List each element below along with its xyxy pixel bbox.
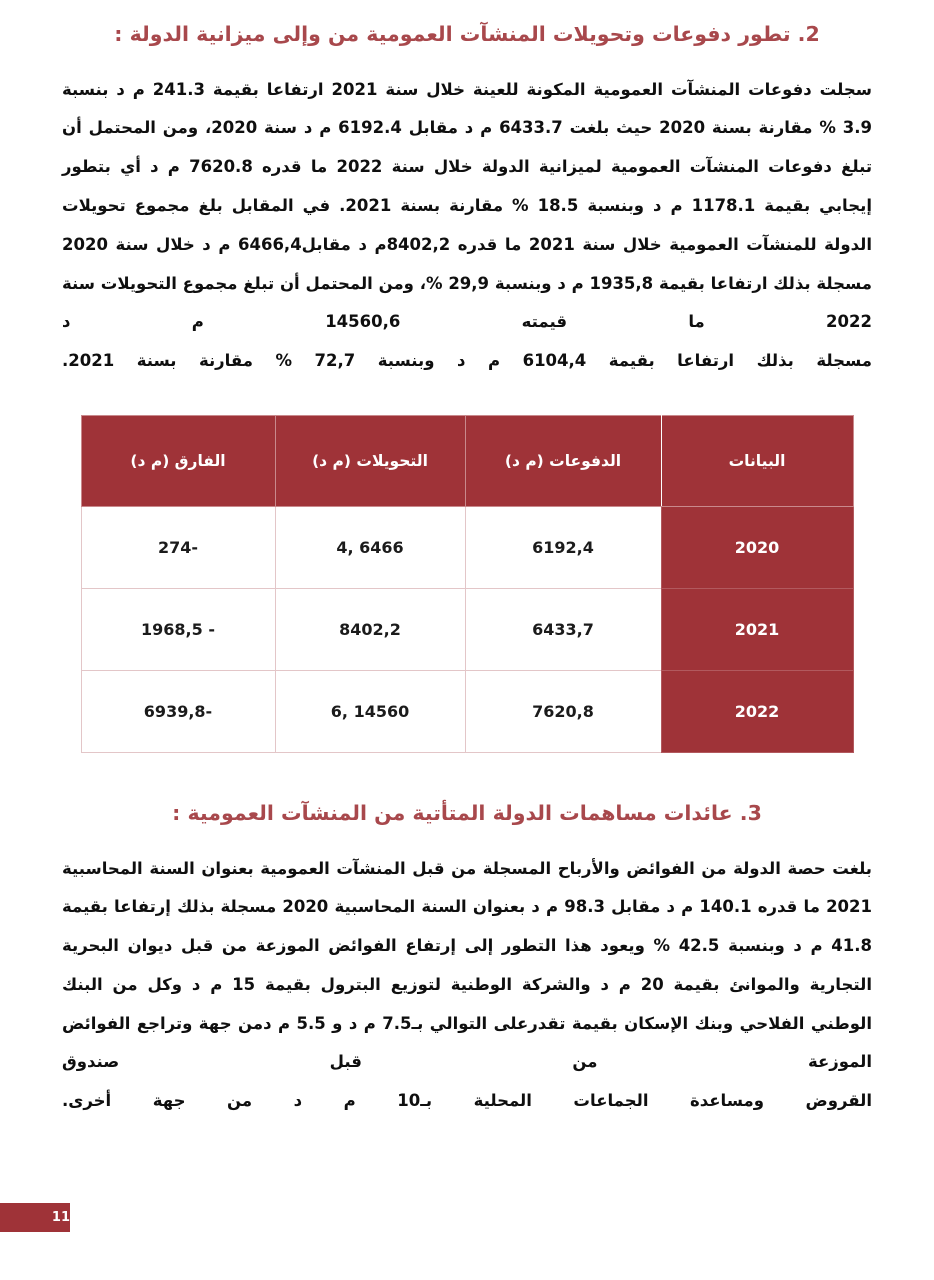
paragraph-line: مسجلة بذلك ارتفاعا بقيمة 6104,4 م د وبنسبة 72,7 % مقارنة بسنة 2021. (62, 351, 873, 371)
paragraph-line: سجلت دفوعات المنشآت العمومية المكونة للعينة خلال سنة 2021 ارتفاعا بقيمة 241.3 م د بنسبة (62, 79, 872, 99)
table-header-cell-payments: الدفوعات (م د) (465, 415, 661, 506)
table-cell-year: 2022 (661, 670, 853, 752)
table-head (81, 415, 853, 506)
table-cell-difference: - 1968,5 (81, 588, 275, 670)
table-row (81, 588, 853, 670)
paragraph-line: بقيمة 41.8 م د وبنسبة 42.5 % ويعود هذا التطور إلى إرتفاع الفوائض الموزعة من قبل ديوان البحرية (62, 897, 872, 956)
paragraph-line: 3.9 % مقارنة بسنة 2020 حيث بلغت 6433.7 م د مقابل 6192.4 م د سنة 2020، ومن المحتمل أن تبلغ (62, 118, 873, 177)
paragraph-line: 1935,8 م د وبنسبة 29,9 %، ومن المحتمل أن تبلغ مجموع التحويلات سنة 2022 ما قيمته 14560,6 م د (62, 273, 872, 332)
table-header-cell-transfers: التحويلات (م د) (275, 415, 465, 506)
paragraph-line: التجارية والموانئ بقيمة 20 م د والشركة الوطنية لتوزيع البترول بقيمة 15 م د وكل من البنك الوطني الفلاحي (62, 974, 872, 1033)
section-2-heading: 2. تطور دفوعات وتحويلات المنشآت العمومية من وإلى ميزانية الدولة : (114, 22, 820, 46)
table-cell-transfers: 6466 ,4 (275, 506, 465, 588)
table-cell-payments: 6433,7 (465, 588, 661, 670)
paragraph-line: خلال سنة 2021 ما قدره 8402,2م د مقابل6466,4 م د خلال سنة 2020 مسجلة بذلك ارتفاعا بقيمة (62, 234, 873, 293)
table-row (81, 670, 853, 752)
data-table-wrap (62, 415, 872, 753)
section-3-heading: 3. عائدات مساهمات الدولة المتأتية من المنشآت العمومية : (172, 800, 762, 825)
paragraph-line: القروض ومساعدة الجماعات المحلية بـ10 م د من جهة أخرى. (62, 1091, 872, 1111)
section-3-paragraph (62, 850, 872, 1121)
table-cell-transfers: 14560 ,6 (275, 670, 465, 752)
paragraph-line: 1178.1 م د وبنسبة 18.5 % مقارنة بسنة 2021. في المقابل بلغ مجموع تحويلات الدولة للمنشآت العمومية (62, 195, 872, 254)
paragraph-line: بلغت حصة الدولة من الفوائض والأرباح المسجلة من قبل المنشآت العمومية بعنوان السنة (149, 858, 872, 878)
section-3-heading-wrap (62, 799, 872, 828)
table-header-cell-difference: الفارق (م د) (81, 415, 275, 506)
page-number-badge: 11 (0, 1203, 70, 1232)
table-body (81, 506, 853, 752)
paragraph-line: وبنك الإسكان بقيمة تقدرعلى التوالي بـ7.5 م د و 5.5 م دمن جهة وتراجع الفوائض الموزعة من قبل صندوق (62, 1013, 872, 1072)
table-cell-year: 2021 (661, 588, 853, 670)
section-2-heading-wrap (62, 20, 872, 49)
paragraph-line: المحاسبية 2021 ما قدره 140.1 م د مقابل 98.3 م د بعنوان السنة المحاسبية 2020 مسجلة بذلك إرتفاعا (62, 858, 873, 917)
table-row (81, 506, 853, 588)
paragraph-line: دفوعات المنشآت العمومية لميزانية الدولة خلال سنة 2022 ما قدره 7620.8 م د أي بتطور إيجابي بقيمة (62, 157, 872, 215)
table-header-cell-data: البيانات (661, 415, 853, 506)
table-cell-difference: -274 (81, 506, 275, 588)
table-cell-difference: -6939,8 (81, 670, 275, 752)
public-enterprises-table (81, 415, 854, 753)
section-2-paragraph (62, 71, 872, 381)
table-cell-payments: 7620,8 (465, 670, 661, 752)
table-cell-payments: 6192,4 (465, 506, 661, 588)
table-cell-transfers: 8402,2 (275, 588, 465, 670)
table-cell-year: 2020 (661, 506, 853, 588)
table-header-row (81, 415, 853, 506)
